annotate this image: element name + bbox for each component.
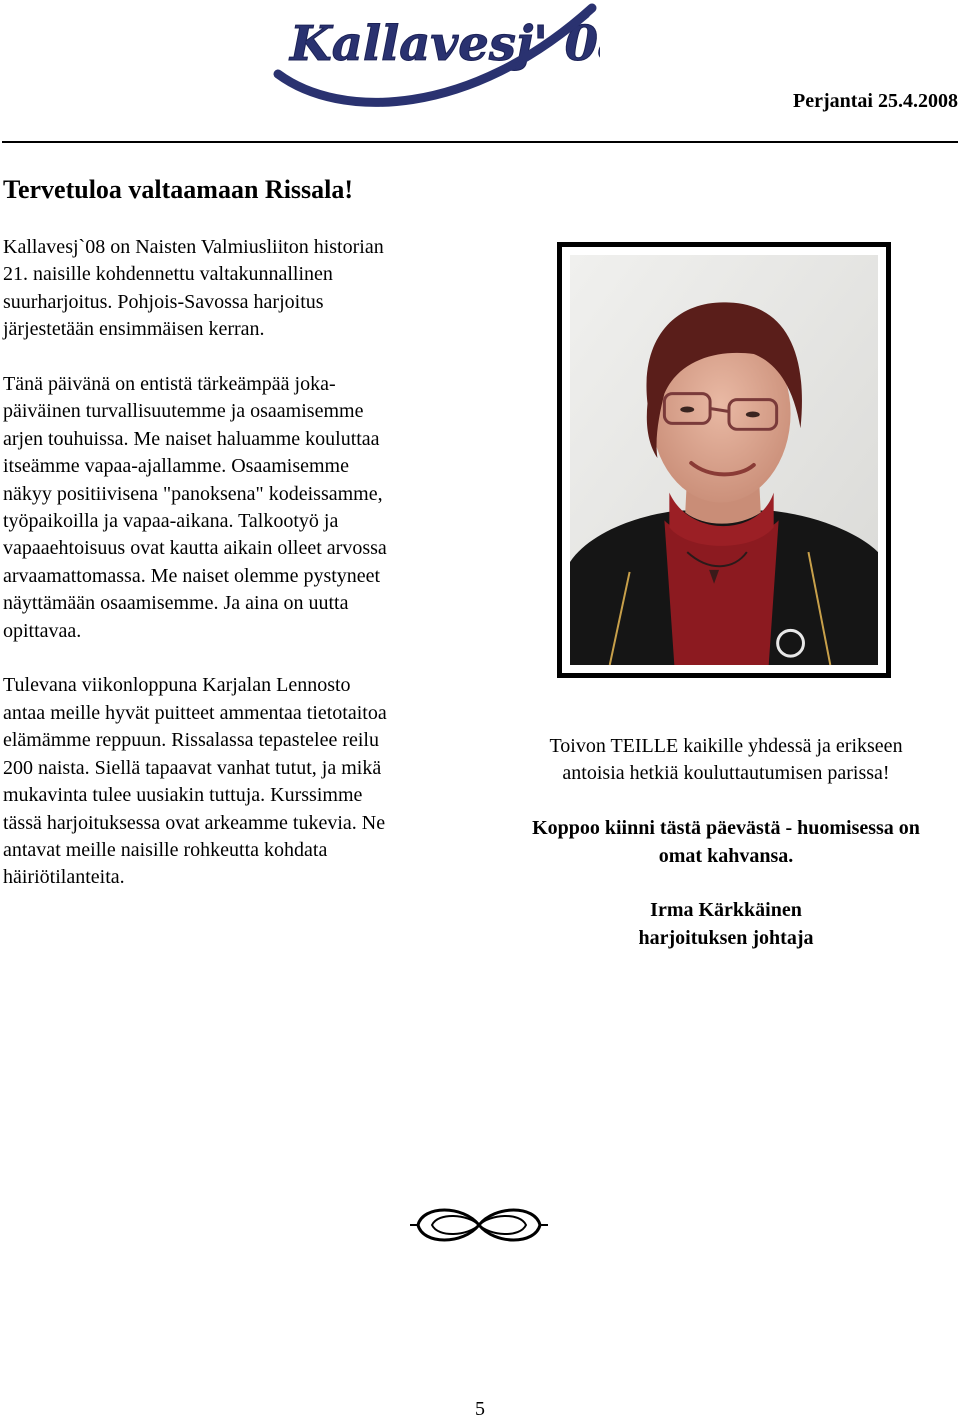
article-body: [3, 234, 478, 919]
text-line: elämämme reppuun. Rissalassa tepastelee reilu: [3, 729, 379, 752]
text-line: Koppoo kiinni tästä päevästä - huomisessa on: [532, 817, 920, 840]
text-line: näkyy positiivisena "panoksena" kodeissamme,: [3, 482, 383, 505]
text-line: Toivon TEILLE kaikille yhdessä ja erikseen: [549, 735, 903, 757]
text-line: Tulevana viikonloppuna Karjalan Lennosto: [3, 674, 351, 697]
paragraph-safety: [3, 371, 478, 645]
wish-paragraph: [490, 733, 960, 788]
issue-date: Perjantai 25.4.2008: [793, 90, 958, 112]
text-line: omat kahvansa.: [658, 844, 794, 867]
text-line: 200 naista. Siellä tapaavat vanhat tutut, ja mikä: [3, 756, 382, 779]
logo-text: Kallavesj' 08: [290, 16, 600, 72]
text-line: 21. naisille kohdennettu valtakunnallinen: [3, 263, 333, 286]
portrait-photo: [570, 255, 878, 665]
signature: [490, 897, 960, 952]
portrait-frame: [557, 242, 891, 678]
text-line: tässä harjoituksessa ovat arkeamme tukevia. Ne: [3, 811, 386, 834]
text-line: mukavinta tulee uusiakin tuttuja. Kurssimme: [3, 784, 363, 807]
text-line: näyttämään osaamisemme. Ja aina on uutta: [3, 592, 349, 615]
text-line: arvaamattomassa. Me naiset olemme pystyneet: [3, 564, 381, 587]
text-line: arjen touhuissa. Me naiset haluamme kouluttaa: [3, 427, 380, 450]
text-line: antoisia hetkiä kouluttautumisen parissa!: [562, 762, 890, 785]
text-line: häiriötilanteita.: [3, 866, 125, 889]
text-line: Kallavesj`08 on Naisten Valmiusliiton historian: [3, 236, 384, 258]
text-line: suurharjoitus. Pohjois-Savossa harjoitus: [3, 290, 324, 313]
text-line: vapaaehtoisuus ovat kautta aikain olleet arvossa: [3, 537, 387, 560]
text-line: itseämme vapaa-ajallamme. Osaamisemme: [3, 455, 349, 478]
sidebar-text: [490, 733, 960, 980]
article-title: Tervetuloa valtaamaan Rissala!: [3, 175, 354, 204]
text-line: antavat meille naisille rohkeutta kohdata: [3, 838, 328, 861]
paragraph-intro: [3, 234, 478, 344]
header-divider: [2, 141, 958, 143]
text-line: päiväinen turvallisuutemme ja osaamisemme: [3, 400, 364, 423]
infinity-ornament-icon: [408, 1200, 550, 1250]
paragraph-weekend: [3, 672, 478, 891]
text-line: antaa meille hyvät puitteet ammentaa tietotaitoa: [3, 701, 387, 724]
text-line: työpaikoilla ja vapaa-aikana. Talkootyö ja: [3, 510, 339, 533]
signature-name: Irma Kärkkäinen: [650, 899, 802, 922]
text-line: Tänä päivänä on entistä tärkeämpää joka-: [3, 373, 336, 396]
text-line: järjestetään ensimmäisen kerran.: [3, 318, 265, 341]
kallavesj-logo: [270, 2, 600, 118]
text-line: opittavaa.: [3, 619, 82, 642]
signature-role: harjoituksen johtaja: [638, 926, 814, 949]
reminder-paragraph: [490, 815, 960, 870]
page-number: 5: [475, 1398, 485, 1420]
